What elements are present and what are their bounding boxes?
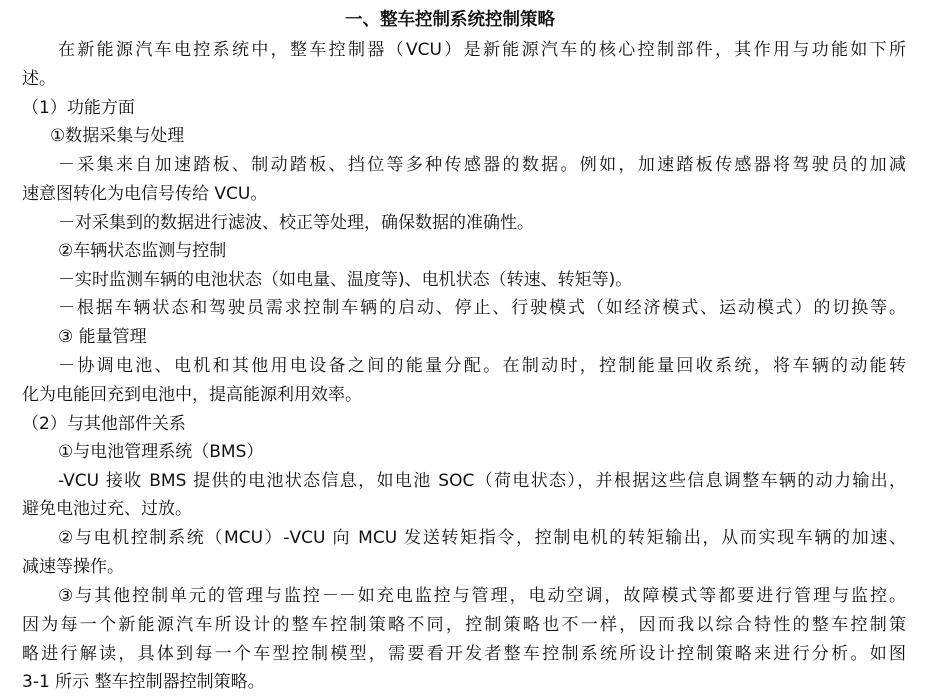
subheading-energy-management: ③ 能量管理 — [58, 327, 147, 347]
subheading-vehicle-state: ②车辆状态监测与控制 — [58, 241, 227, 261]
list-item-energy-line-1: －协调电池、电机和其他用电设备之间的能量分配。在制动时，控制能量回收系统，将车辆的动能转 — [58, 356, 906, 376]
paragraph-other-units-line-2: 因为每一个新能源汽车所设计的整车控制策略不同，控制策略也不一样，因而我以综合特性的整车控制策 — [22, 615, 906, 635]
paragraph-bms-line-1: -VCU 接收 BMS 提供的电池状态信息，如电池 SOC（荷电状态），并根据这些信息调整车辆的动力输出， — [58, 471, 906, 491]
list-item-acquisition-line-2: 速意图转化为电信号传给 VCU。 — [22, 184, 268, 204]
paragraph-other-units-line-1: ③与其他控制单元的管理与监控－－如充电监控与管理，电动空调，故障模式等都要进行管理与监控。 — [58, 586, 906, 606]
subheading-data-acquisition: ①数据采集与处理 — [50, 126, 185, 146]
paragraph-bms-line-2: 避免电池过充、过放。 — [22, 499, 192, 519]
paragraph-other-units-line-3: 略进行解读，具体到每一个车型控制模型，需要看开发者整车控制系统所设计控制策略来进行分析。如图 — [22, 644, 906, 664]
list-item-acquisition-line-1: －采集来自加速踏板、制动踏板、挡位等多种传感器的数据。例如，加速踏板传感器将驾驶员的加减 — [58, 155, 906, 175]
paragraph-mcu-line-2: 减速等操作。 — [22, 557, 124, 577]
subheading-bms: ①与电池管理系统（BMS） — [58, 442, 264, 462]
section-heading-relations: （2）与其他部件关系 — [22, 414, 186, 434]
paragraph-intro-line-1: 在新能源汽车电控系统中，整车控制器（VCU）是新能源汽车的核心控制部件，其作用与功能如下所 — [58, 40, 906, 60]
list-item-mode-control: －根据车辆状态和驾驶员需求控制车辆的启动、停止、行驶模式（如经济模式、运动模式）的切换等。 — [58, 298, 906, 318]
list-item-energy-line-2: 化为电能回充到电池中，提高能源利用效率。 — [22, 385, 362, 405]
section-heading-functions: （1）功能方面 — [22, 98, 135, 118]
document-title: 一、整车控制系统控制策略 — [345, 10, 555, 30]
list-item-monitoring: －实时监测车辆的电池状态（如电量、温度等)、电机状态（转速、转矩等)。 — [58, 270, 633, 290]
list-item-filtering: －对采集到的数据进行滤波、校正等处理，确保数据的准确性。 — [58, 213, 534, 233]
paragraph-intro-line-2: 述。 — [22, 69, 56, 89]
paragraph-mcu-line-1: ②与电机控制系统（MCU）-VCU 向 MCU 发送转矩指令，控制电机的转矩输出，从而实现车辆的加速、 — [58, 528, 906, 548]
paragraph-other-units-line-4: 3-1 所示 整车控制器控制策略。 — [22, 672, 265, 692]
